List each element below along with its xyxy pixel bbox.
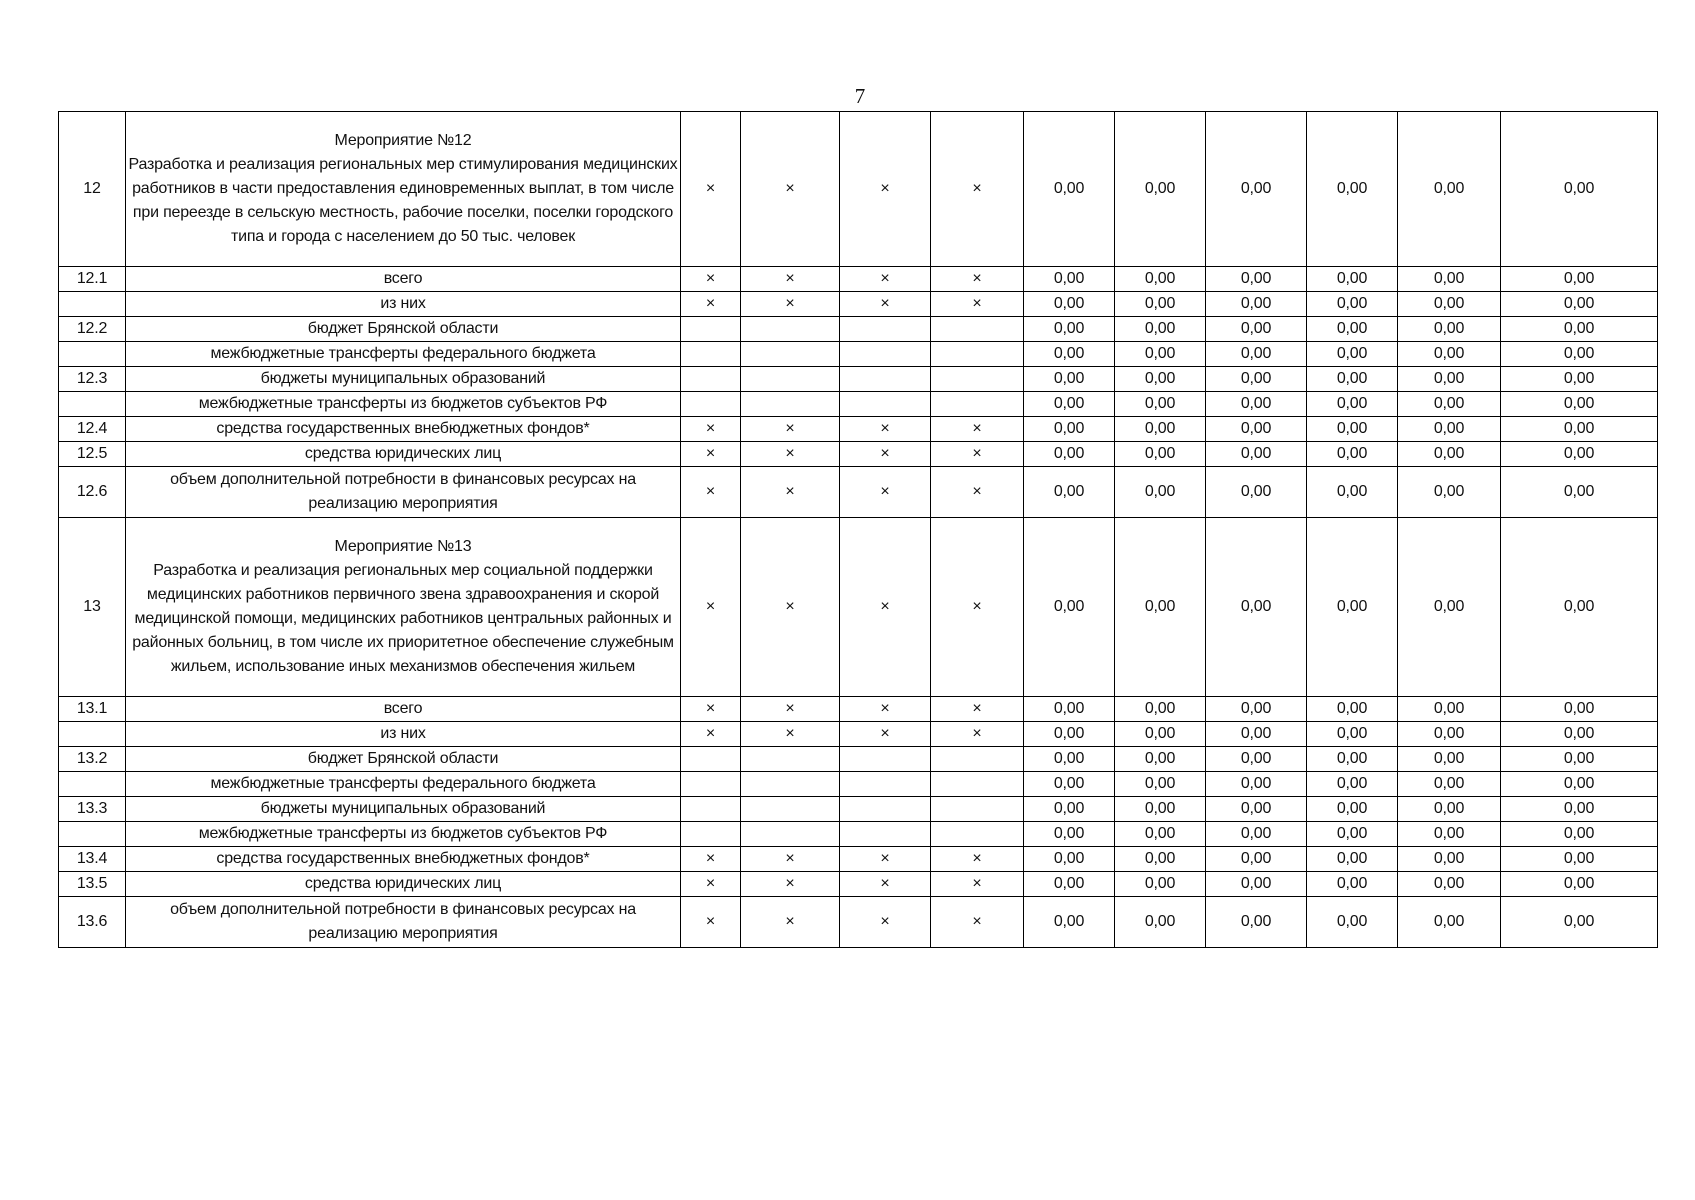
amount-cell: 0,00 — [1024, 847, 1115, 872]
amount-cell: 0,00 — [1307, 367, 1398, 392]
not-applicable-mark: × — [681, 292, 741, 317]
amount-cell: 0,00 — [1501, 112, 1658, 267]
not-applicable-mark: × — [931, 267, 1024, 292]
not-applicable-mark: × — [931, 722, 1024, 747]
row-number: 12.3 — [59, 367, 126, 392]
amount-cell: 0,00 — [1398, 317, 1501, 342]
amount-cell: 0,00 — [1398, 697, 1501, 722]
row-label: объем дополнительной потребности в финансовых ресурсах на реализацию мероприятия — [126, 467, 681, 518]
amount-cell: 0,00 — [1024, 342, 1115, 367]
amount-cell: 0,00 — [1206, 292, 1307, 317]
amount-cell: 0,00 — [1115, 442, 1206, 467]
amount-cell: 0,00 — [1115, 342, 1206, 367]
amount-cell: 0,00 — [1115, 822, 1206, 847]
table-row — [59, 897, 1658, 948]
not-applicable-mark: × — [931, 872, 1024, 897]
amount-cell: 0,00 — [1307, 697, 1398, 722]
amount-cell: 0,00 — [1398, 392, 1501, 417]
amount-cell: 0,00 — [1024, 897, 1115, 948]
amount-cell: 0,00 — [1501, 772, 1658, 797]
not-applicable-mark: × — [931, 467, 1024, 518]
amount-cell: 0,00 — [1307, 822, 1398, 847]
not-applicable-mark — [931, 392, 1024, 417]
amount-cell: 0,00 — [1501, 697, 1658, 722]
not-applicable-mark: × — [840, 872, 931, 897]
amount-cell: 0,00 — [1307, 847, 1398, 872]
not-applicable-mark: × — [741, 897, 840, 948]
amount-cell: 0,00 — [1206, 392, 1307, 417]
row-label: межбюджетные трансферты федерального бюджета — [126, 772, 681, 797]
row-number — [59, 292, 126, 317]
not-applicable-mark: × — [741, 267, 840, 292]
row-number — [59, 392, 126, 417]
not-applicable-mark: × — [741, 722, 840, 747]
amount-cell: 0,00 — [1115, 367, 1206, 392]
amount-cell: 0,00 — [1024, 367, 1115, 392]
amount-cell: 0,00 — [1115, 417, 1206, 442]
amount-cell: 0,00 — [1398, 847, 1501, 872]
amount-cell: 0,00 — [1501, 267, 1658, 292]
amount-cell: 0,00 — [1024, 697, 1115, 722]
amount-cell: 0,00 — [1115, 112, 1206, 267]
amount-cell: 0,00 — [1024, 747, 1115, 772]
not-applicable-mark: × — [681, 722, 741, 747]
amount-cell: 0,00 — [1501, 292, 1658, 317]
not-applicable-mark — [681, 392, 741, 417]
not-applicable-mark: × — [931, 847, 1024, 872]
not-applicable-mark — [931, 747, 1024, 772]
activity-description — [126, 112, 681, 267]
amount-cell: 0,00 — [1501, 847, 1658, 872]
row-label: средства юридических лиц — [126, 442, 681, 467]
amount-cell: 0,00 — [1398, 518, 1501, 697]
amount-cell: 0,00 — [1206, 697, 1307, 722]
row-label: объем дополнительной потребности в финансовых ресурсах на реализацию мероприятия — [126, 897, 681, 948]
amount-cell: 0,00 — [1501, 367, 1658, 392]
amount-cell: 0,00 — [1307, 112, 1398, 267]
row-number: 13.3 — [59, 797, 126, 822]
row-number: 13.2 — [59, 747, 126, 772]
not-applicable-mark — [681, 797, 741, 822]
amount-cell: 0,00 — [1307, 897, 1398, 948]
not-applicable-mark: × — [931, 518, 1024, 697]
amount-cell: 0,00 — [1398, 897, 1501, 948]
not-applicable-mark — [840, 797, 931, 822]
row-label: бюджеты муниципальных образований — [126, 367, 681, 392]
not-applicable-mark — [840, 367, 931, 392]
amount-cell: 0,00 — [1206, 847, 1307, 872]
amount-cell: 0,00 — [1307, 797, 1398, 822]
row-label: из них — [126, 722, 681, 747]
amount-cell: 0,00 — [1115, 872, 1206, 897]
table-row — [59, 317, 1658, 342]
amount-cell: 0,00 — [1024, 317, 1115, 342]
activity-title: Мероприятие №12 — [334, 132, 472, 149]
amount-cell: 0,00 — [1024, 722, 1115, 747]
amount-cell: 0,00 — [1307, 518, 1398, 697]
amount-cell: 0,00 — [1398, 112, 1501, 267]
amount-cell: 0,00 — [1206, 822, 1307, 847]
not-applicable-mark: × — [681, 697, 741, 722]
amount-cell: 0,00 — [1206, 722, 1307, 747]
amount-cell: 0,00 — [1206, 747, 1307, 772]
amount-cell: 0,00 — [1206, 112, 1307, 267]
amount-cell: 0,00 — [1206, 267, 1307, 292]
not-applicable-mark: × — [681, 417, 741, 442]
amount-cell: 0,00 — [1024, 267, 1115, 292]
amount-cell: 0,00 — [1501, 317, 1658, 342]
amount-cell: 0,00 — [1501, 872, 1658, 897]
amount-cell: 0,00 — [1024, 797, 1115, 822]
table-row — [59, 872, 1658, 897]
amount-cell: 0,00 — [1501, 392, 1658, 417]
amount-cell: 0,00 — [1501, 822, 1658, 847]
amount-cell: 0,00 — [1115, 747, 1206, 772]
amount-cell: 0,00 — [1398, 292, 1501, 317]
amount-cell: 0,00 — [1307, 722, 1398, 747]
budget-table — [58, 111, 1658, 948]
not-applicable-mark: × — [741, 442, 840, 467]
amount-cell: 0,00 — [1501, 442, 1658, 467]
amount-cell: 0,00 — [1206, 317, 1307, 342]
amount-cell: 0,00 — [1024, 112, 1115, 267]
not-applicable-mark: × — [681, 897, 741, 948]
activity-text: Разработка и реализация региональных мер стимулирования медицинских работников в части предоставления единовременных выплат, в том числе при переезде в сельскую местность, рабочие поселки, поселки городского типа и города с населением до 50 тыс. человек — [128, 156, 678, 245]
not-applicable-mark: × — [741, 467, 840, 518]
amount-cell: 0,00 — [1024, 772, 1115, 797]
not-applicable-mark: × — [840, 847, 931, 872]
not-applicable-mark — [931, 367, 1024, 392]
amount-cell: 0,00 — [1024, 392, 1115, 417]
row-number: 12.1 — [59, 267, 126, 292]
row-label: межбюджетные трансферты из бюджетов субъектов РФ — [126, 822, 681, 847]
not-applicable-mark — [840, 822, 931, 847]
not-applicable-mark — [681, 317, 741, 342]
amount-cell: 0,00 — [1206, 442, 1307, 467]
not-applicable-mark: × — [741, 872, 840, 897]
amount-cell: 0,00 — [1206, 467, 1307, 518]
not-applicable-mark — [840, 342, 931, 367]
amount-cell: 0,00 — [1398, 772, 1501, 797]
amount-cell: 0,00 — [1501, 797, 1658, 822]
amount-cell: 0,00 — [1398, 267, 1501, 292]
amount-cell: 0,00 — [1501, 467, 1658, 518]
not-applicable-mark: × — [741, 417, 840, 442]
not-applicable-mark: × — [840, 697, 931, 722]
amount-cell: 0,00 — [1307, 342, 1398, 367]
amount-cell: 0,00 — [1115, 392, 1206, 417]
not-applicable-mark: × — [931, 112, 1024, 267]
amount-cell: 0,00 — [1307, 467, 1398, 518]
not-applicable-mark: × — [741, 518, 840, 697]
amount-cell: 0,00 — [1501, 897, 1658, 948]
not-applicable-mark: × — [931, 417, 1024, 442]
row-number: 12 — [59, 112, 126, 267]
row-label: бюджет Брянской области — [126, 747, 681, 772]
amount-cell: 0,00 — [1206, 772, 1307, 797]
amount-cell: 0,00 — [1501, 342, 1658, 367]
table-row — [59, 847, 1658, 872]
row-number: 12.5 — [59, 442, 126, 467]
table-row — [59, 367, 1658, 392]
amount-cell: 0,00 — [1206, 367, 1307, 392]
row-label: средства государственных внебюджетных фондов* — [126, 417, 681, 442]
not-applicable-mark: × — [681, 112, 741, 267]
not-applicable-mark — [741, 367, 840, 392]
table-row — [59, 722, 1658, 747]
not-applicable-mark: × — [931, 292, 1024, 317]
not-applicable-mark — [681, 772, 741, 797]
not-applicable-mark: × — [931, 697, 1024, 722]
amount-cell: 0,00 — [1501, 722, 1658, 747]
amount-cell: 0,00 — [1115, 897, 1206, 948]
not-applicable-mark — [931, 772, 1024, 797]
not-applicable-mark — [681, 342, 741, 367]
not-applicable-mark: × — [741, 112, 840, 267]
not-applicable-mark: × — [681, 467, 741, 518]
table-row — [59, 292, 1658, 317]
not-applicable-mark: × — [840, 467, 931, 518]
not-applicable-mark: × — [681, 442, 741, 467]
table-row — [59, 467, 1658, 518]
not-applicable-mark — [681, 747, 741, 772]
table-row — [59, 797, 1658, 822]
not-applicable-mark: × — [840, 897, 931, 948]
amount-cell: 0,00 — [1206, 872, 1307, 897]
amount-cell: 0,00 — [1115, 467, 1206, 518]
amount-cell: 0,00 — [1307, 317, 1398, 342]
not-applicable-mark — [741, 822, 840, 847]
not-applicable-mark: × — [681, 872, 741, 897]
not-applicable-mark: × — [681, 847, 741, 872]
page-number: 7 — [854, 84, 866, 108]
row-number — [59, 822, 126, 847]
amount-cell: 0,00 — [1398, 822, 1501, 847]
amount-cell: 0,00 — [1024, 822, 1115, 847]
row-number: 13.1 — [59, 697, 126, 722]
amount-cell: 0,00 — [1398, 797, 1501, 822]
amount-cell: 0,00 — [1398, 747, 1501, 772]
table-body — [59, 112, 1658, 948]
amount-cell: 0,00 — [1115, 317, 1206, 342]
row-number: 13 — [59, 518, 126, 697]
not-applicable-mark: × — [840, 417, 931, 442]
not-applicable-mark — [681, 822, 741, 847]
amount-cell: 0,00 — [1501, 747, 1658, 772]
amount-cell: 0,00 — [1206, 342, 1307, 367]
activity-text: Разработка и реализация региональных мер социальной поддержки медицинских работников первичного звена здравоохранения и скорой медицинской помощи, медицинских работников центральных районных и районных больниц, в том числе их приоритетное обеспечение служебным жильем, использование иных механизмов обеспечения жильем — [132, 562, 674, 675]
amount-cell: 0,00 — [1206, 417, 1307, 442]
row-label: межбюджетные трансферты из бюджетов субъектов РФ — [126, 392, 681, 417]
amount-cell: 0,00 — [1307, 747, 1398, 772]
amount-cell: 0,00 — [1307, 872, 1398, 897]
amount-cell: 0,00 — [1398, 417, 1501, 442]
activity-header-row — [59, 518, 1658, 697]
not-applicable-mark — [741, 392, 840, 417]
row-label: средства юридических лиц — [126, 872, 681, 897]
table-row — [59, 697, 1658, 722]
activity-title: Мероприятие №13 — [334, 538, 472, 555]
not-applicable-mark — [741, 772, 840, 797]
amount-cell: 0,00 — [1115, 267, 1206, 292]
amount-cell: 0,00 — [1398, 872, 1501, 897]
activity-header-row — [59, 112, 1658, 267]
row-label: межбюджетные трансферты федерального бюджета — [126, 342, 681, 367]
table-row — [59, 342, 1658, 367]
row-number — [59, 722, 126, 747]
table-row — [59, 267, 1658, 292]
row-number: 12.2 — [59, 317, 126, 342]
not-applicable-mark — [931, 797, 1024, 822]
not-applicable-mark — [741, 317, 840, 342]
row-number: 13.5 — [59, 872, 126, 897]
not-applicable-mark: × — [931, 442, 1024, 467]
amount-cell: 0,00 — [1115, 292, 1206, 317]
amount-cell: 0,00 — [1024, 292, 1115, 317]
amount-cell: 0,00 — [1206, 518, 1307, 697]
row-label: бюджет Брянской области — [126, 317, 681, 342]
amount-cell: 0,00 — [1115, 847, 1206, 872]
amount-cell: 0,00 — [1115, 722, 1206, 747]
not-applicable-mark — [931, 342, 1024, 367]
not-applicable-mark: × — [840, 722, 931, 747]
amount-cell: 0,00 — [1307, 292, 1398, 317]
amount-cell: 0,00 — [1115, 797, 1206, 822]
not-applicable-mark: × — [681, 267, 741, 292]
not-applicable-mark — [840, 392, 931, 417]
not-applicable-mark — [931, 317, 1024, 342]
not-applicable-mark: × — [840, 292, 931, 317]
not-applicable-mark: × — [741, 292, 840, 317]
row-number: 12.4 — [59, 417, 126, 442]
not-applicable-mark — [840, 747, 931, 772]
amount-cell: 0,00 — [1307, 417, 1398, 442]
amount-cell: 0,00 — [1115, 518, 1206, 697]
row-label: всего — [126, 267, 681, 292]
amount-cell: 0,00 — [1024, 417, 1115, 442]
not-applicable-mark — [931, 822, 1024, 847]
amount-cell: 0,00 — [1115, 697, 1206, 722]
amount-cell: 0,00 — [1206, 897, 1307, 948]
amount-cell: 0,00 — [1307, 772, 1398, 797]
amount-cell: 0,00 — [1206, 797, 1307, 822]
amount-cell: 0,00 — [1024, 872, 1115, 897]
not-applicable-mark: × — [741, 847, 840, 872]
not-applicable-mark: × — [741, 697, 840, 722]
row-label: из них — [126, 292, 681, 317]
amount-cell: 0,00 — [1398, 342, 1501, 367]
amount-cell: 0,00 — [1024, 518, 1115, 697]
not-applicable-mark: × — [840, 442, 931, 467]
row-label: бюджеты муниципальных образований — [126, 797, 681, 822]
table-row — [59, 417, 1658, 442]
row-number: 13.4 — [59, 847, 126, 872]
amount-cell: 0,00 — [1398, 367, 1501, 392]
amount-cell: 0,00 — [1501, 417, 1658, 442]
table-row — [59, 822, 1658, 847]
not-applicable-mark — [741, 797, 840, 822]
not-applicable-mark — [741, 342, 840, 367]
table-row — [59, 747, 1658, 772]
not-applicable-mark — [840, 772, 931, 797]
amount-cell: 0,00 — [1307, 267, 1398, 292]
not-applicable-mark: × — [840, 518, 931, 697]
amount-cell: 0,00 — [1307, 392, 1398, 417]
amount-cell: 0,00 — [1115, 772, 1206, 797]
row-number: 12.6 — [59, 467, 126, 518]
table-row — [59, 442, 1658, 467]
table-row — [59, 772, 1658, 797]
amount-cell: 0,00 — [1024, 467, 1115, 518]
not-applicable-mark — [840, 317, 931, 342]
row-label: средства государственных внебюджетных фондов* — [126, 847, 681, 872]
not-applicable-mark: × — [840, 267, 931, 292]
activity-description — [126, 518, 681, 697]
amount-cell: 0,00 — [1501, 518, 1658, 697]
not-applicable-mark — [741, 747, 840, 772]
not-applicable-mark: × — [681, 518, 741, 697]
row-number: 13.6 — [59, 897, 126, 948]
table-row — [59, 392, 1658, 417]
amount-cell: 0,00 — [1307, 442, 1398, 467]
amount-cell: 0,00 — [1398, 722, 1501, 747]
amount-cell: 0,00 — [1398, 467, 1501, 518]
amount-cell: 0,00 — [1398, 442, 1501, 467]
row-number — [59, 342, 126, 367]
not-applicable-mark: × — [931, 897, 1024, 948]
row-number — [59, 772, 126, 797]
not-applicable-mark — [681, 367, 741, 392]
amount-cell: 0,00 — [1024, 442, 1115, 467]
not-applicable-mark: × — [840, 112, 931, 267]
row-label: всего — [126, 697, 681, 722]
